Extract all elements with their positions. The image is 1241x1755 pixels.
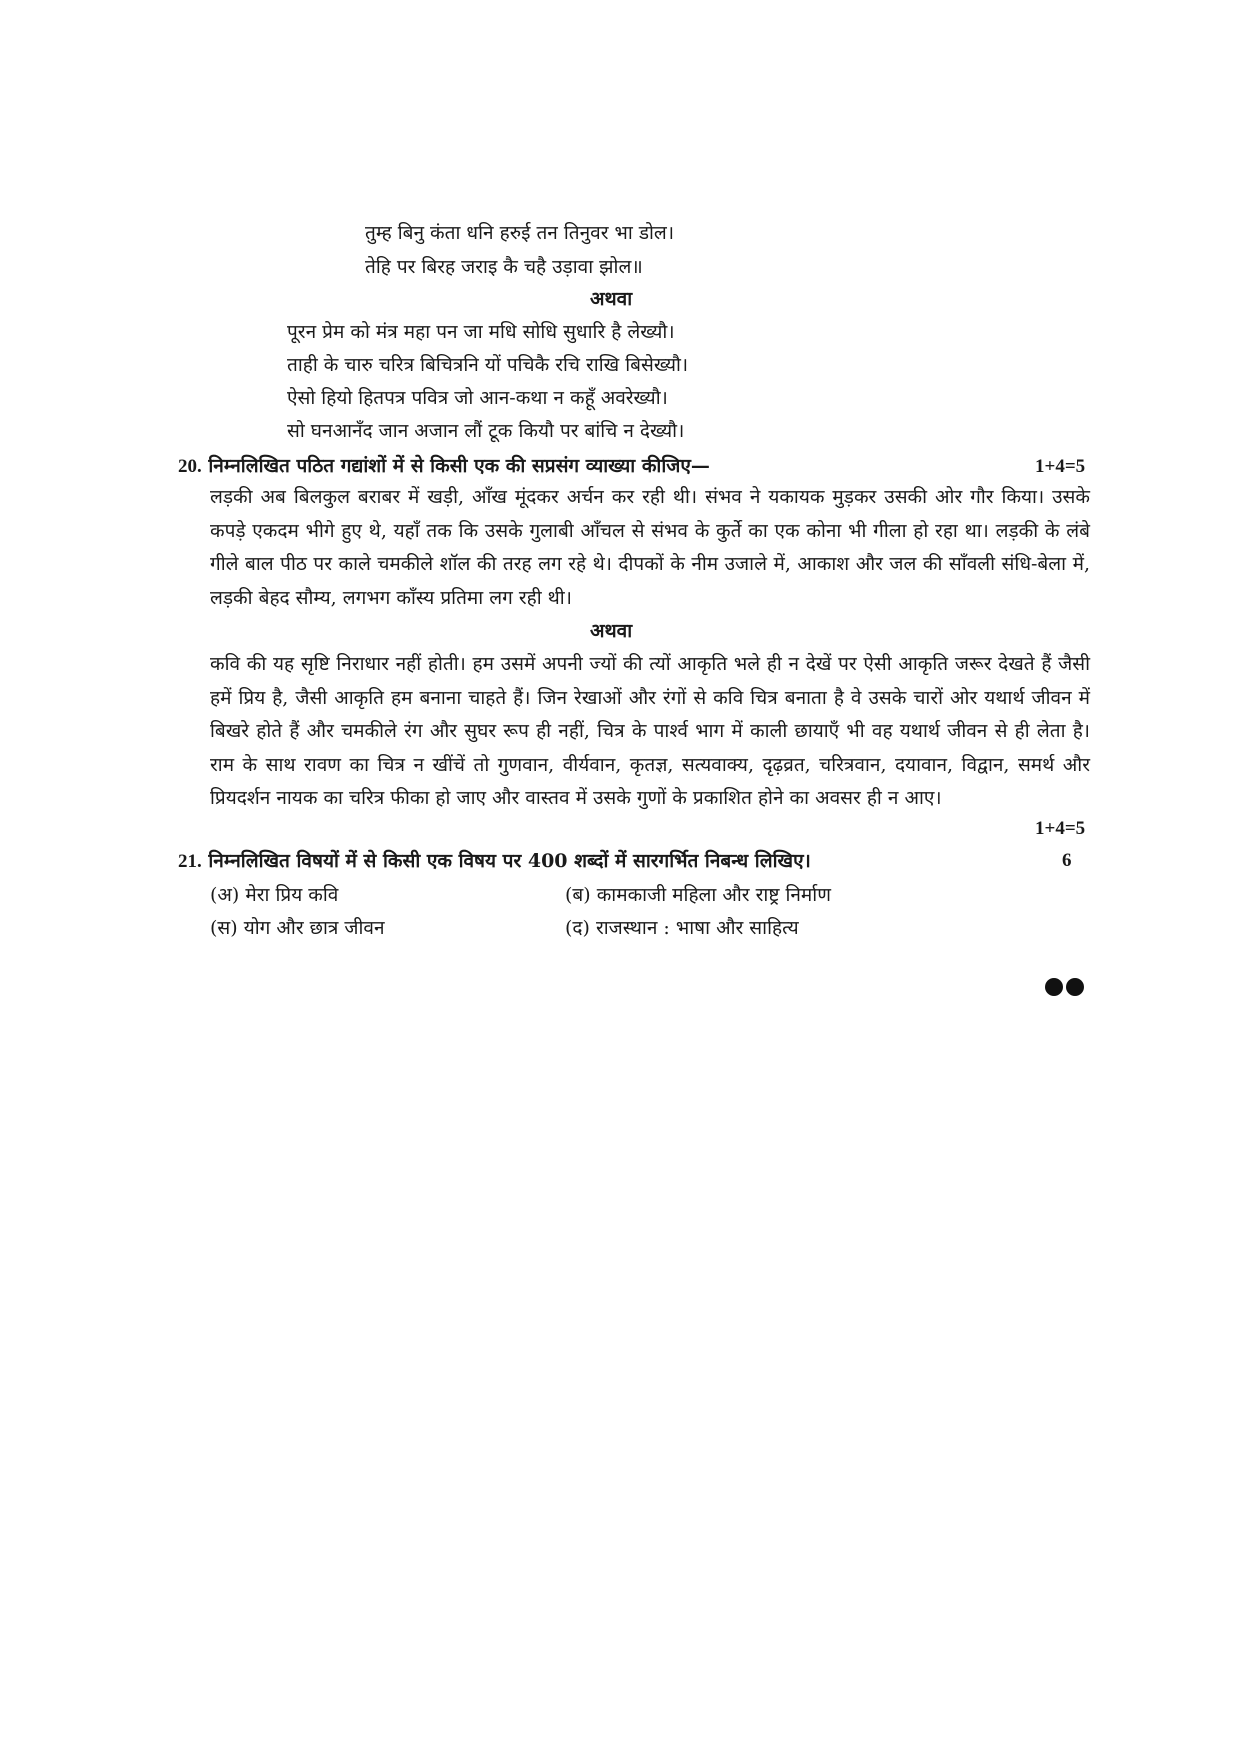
verse-line: ताही के चारु चरित्र बिचित्रनि यों पचिकै रचि राखि बिसेख्यौ। — [287, 354, 689, 376]
question-text: निम्नलिखित पठित गद्यांशों में से किसी एक की सप्रसंग व्याख्या कीजिए— — [208, 455, 710, 477]
page-end-mark — [1045, 978, 1084, 996]
question-number: 20. — [178, 456, 202, 477]
marks: 1+4=5 — [1035, 456, 1086, 477]
marks: 1+4=5 — [1035, 818, 1086, 839]
question-number: 21. — [178, 851, 202, 872]
verse-line: सो घनआनँद जान अजान लौं टूक कियौ पर बांचि न देख्यौ। — [287, 420, 685, 442]
essay-option: (स) योग और छात्र जीवन — [210, 917, 385, 939]
essay-option: (अ) मेरा प्रिय कवि — [210, 884, 339, 906]
or-heading: अथवा — [590, 288, 633, 310]
verse-line: ऐसो हियो हितपत्र पवित्र जो आन-कथा न कहूँ अवरेख्यौ। — [287, 387, 668, 409]
question-20 — [178, 451, 710, 482]
passage: लड़की अब बिलकुल बराबर में खड़ी, आँख मूंदकर अर्चन कर रही थी। संभव ने यकायक मुड़कर उसकी ओर गौर किया। उसके कपड़े एकदम भीगे हुए थे, यहाँ तक कि उसके गुलाबी आँचल से संभव के कुर्ते का एक कोना भी गीला हो रहा था। लड़की के लंबे गीले बाल पीठ पर काले चमकीले शॉल की तरह लग रहे थे। दीपकों के नीम उजाले में, आकाश और जल की साँवली संधि-बेला में, लड़की बेहद सौम्य, लगभग काँस्य प्रतिमा लग रही थी। — [210, 486, 1090, 609]
verse-line: तुम्ह बिनु कंता धनि हरुई तन तिनुवर भा डोल। — [365, 222, 675, 244]
marks: 6 — [1062, 850, 1072, 871]
or-heading: अथवा — [590, 620, 633, 642]
passage: कवि की यह सृष्टि निराधार नहीं होती। हम उसमें अपनी ज्यों की त्यों आकृति भले ही न देखें पर ऐसी आकृति जरूर देखते हैं जैसी हमें प्रिय है, जैसी आकृति हम बनाना चाहते हैं। जिन रेखाओं और रंगों से कवि चित्र बनाता है वे उसके चारों ओर यथार्थ जीवन में बिखरे होते हैं और चमकीले रंग और सुघर रूप ही नहीं, चित्र के पार्श्व भाग में काली छायाएँ भी वह यथार्थ जीवन से ही लेता है। राम के साथ रावण का चित्र न खींचें तो गुणवान, वीर्यवान, कृतज्ञ, सत्यवाक्य, दृढ़व्रत, चरित्रवान, दयावान, विद्वान, समर्थ और प्रियदर्शन नायक का चरित्र फीका हो जाए और वास्तव में उसके गुणों के प्रकाशित होने का अवसर ही न आए। — [210, 653, 1090, 809]
verse-line: पूरन प्रेम को मंत्र महा पन जा मधि सोधि सुधारि है लेख्यौ। — [287, 321, 675, 343]
question-21 — [178, 846, 811, 877]
essay-option: (ब) कामकाजी महिला और राष्ट्र निर्माण — [565, 884, 831, 906]
verse-line: तेहि पर बिरह जराइ कै चहै उड़ावा झोल॥ — [365, 256, 643, 278]
essay-option: (द) राजस्थान : भाषा और साहित्य — [565, 917, 799, 939]
question-text: निम्नलिखित विषयों में से किसी एक विषय पर 400 शब्दों में सारगर्भित निबन्ध लिखिए। — [208, 850, 811, 872]
dot-icon — [1045, 978, 1063, 996]
dot-icon — [1066, 978, 1084, 996]
